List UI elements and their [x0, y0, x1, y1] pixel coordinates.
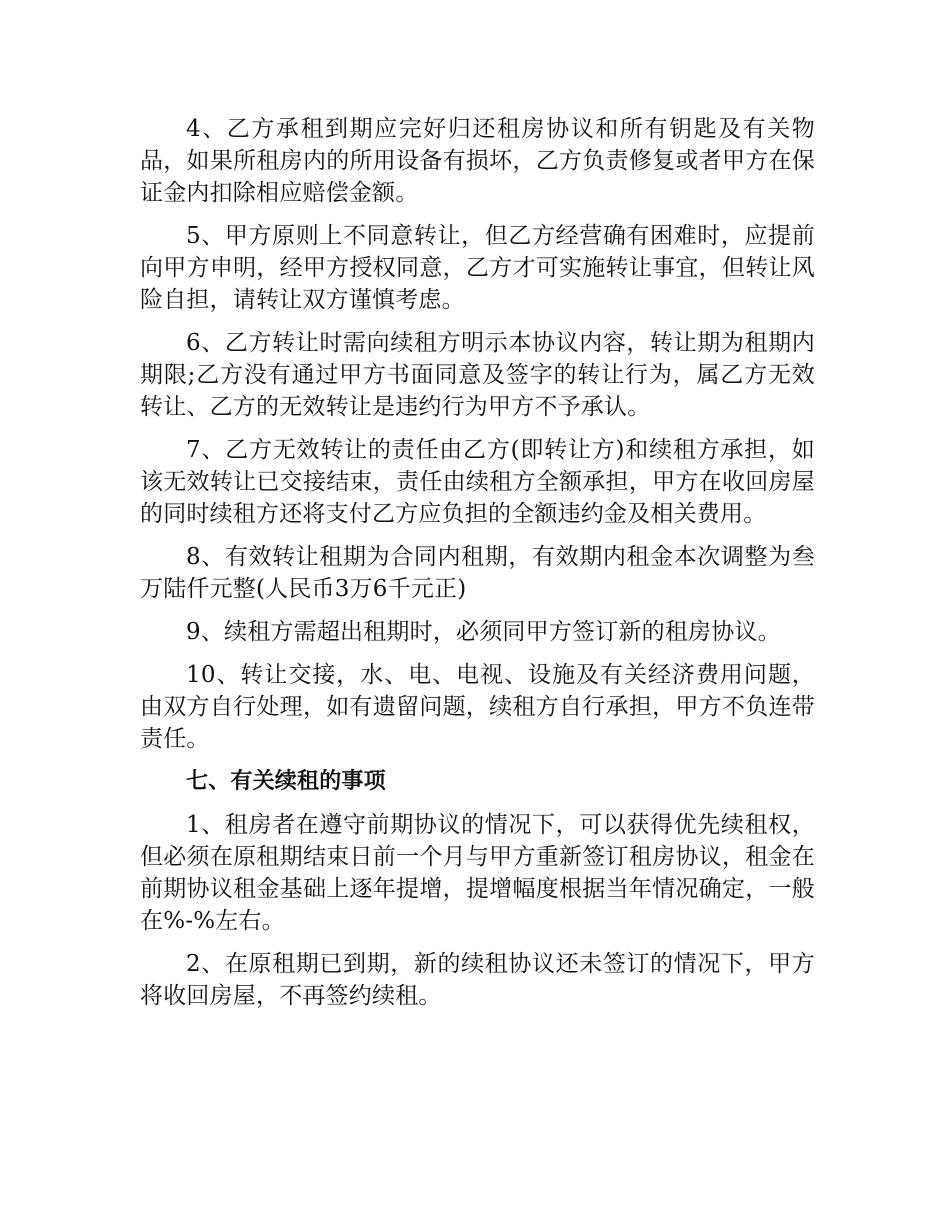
- clause-paragraph-4: 4、乙方承租到期应完好归还租房协议和所有钥匙及有关物品，如果所租房内的所用设备有损坏，乙方负责修复或者甲方在保证金内扣除相应赔偿金额。: [140, 116, 815, 206]
- clause-paragraph-7: 7、乙方无效转让的责任由乙方(即转让方)和续租方承担，如该无效转让已交接结束，责任由续租方全额承担，甲方在收回房屋的同时续租方还将支付乙方应负担的全额违约金及相关费用。: [140, 437, 815, 527]
- clause-paragraph-5: 5、甲方原则上不同意转让，但乙方经营确有困难时，应提前向甲方申明，经甲方授权同意，乙方才可实施转让事宜，但转让风险自担，请转让双方谨慎考虑。: [140, 223, 815, 313]
- clause-paragraph-6: 6、乙方转让时需向续租方明示本协议内容，转让期为租期内期限;乙方没有通过甲方书面同意及签字的转让行为，属乙方无效转让、乙方的无效转让是违约行为甲方不予承认。: [140, 330, 815, 420]
- renewal-paragraph-2: 2、在原租期已到期，新的续租协议还未签订的情况下，甲方将收回房屋，不再签约续租。: [140, 951, 815, 1009]
- clause-paragraph-10: 10、转让交接，水、电、电视、设施及有关经济费用问题，由双方自行处理，如有遗留问题，续租方自行承担，甲方不负连带责任。: [140, 662, 815, 752]
- renewal-paragraph-1: 1、租房者在遵守前期协议的情况下，可以获得优先续租权，但必须在原租期结束日前一个月与甲方重新签订租房协议，租金在前期协议租金基础上逐年提增，提增幅度根据当年情况确定，一般在%-%左右。: [140, 812, 815, 934]
- document-body: [140, 113, 815, 1023]
- section-heading: 七、有关续租的事项: [186, 769, 386, 794]
- clause-paragraph-8: 8、有效转让租期为合同内租期，有效期内租金本次调整为叁万陆仟元整(人民币3万6千元正): [140, 544, 815, 602]
- clause-paragraph-9: 9、续租方需超出租期时，必须同甲方签订新的租房协议。: [186, 619, 781, 645]
